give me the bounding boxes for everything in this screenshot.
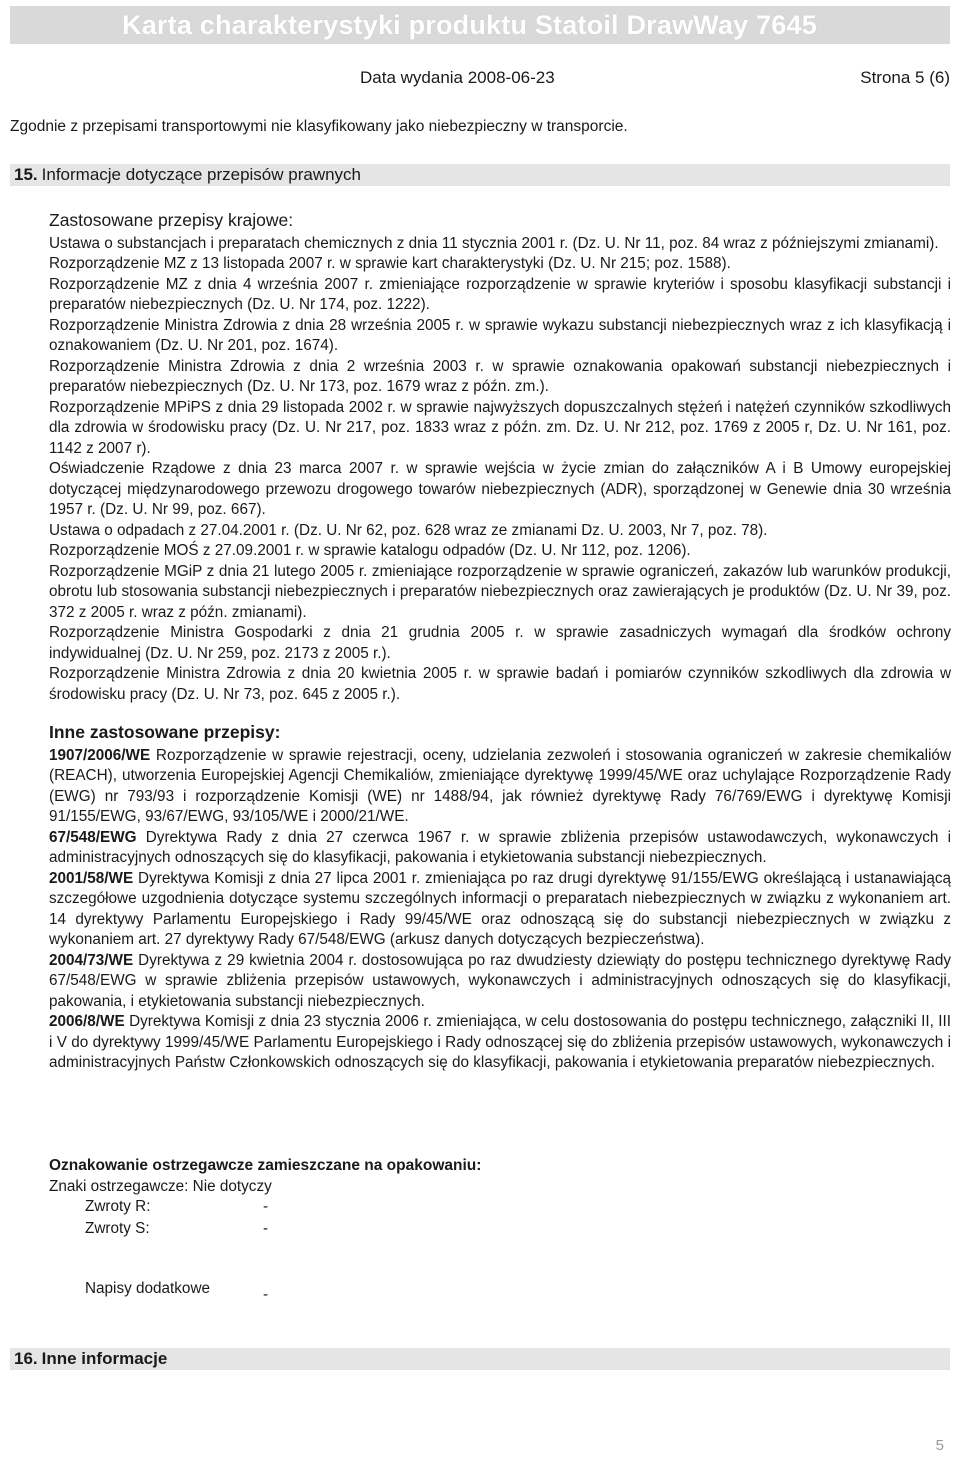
national-regulation-item: Rozporządzenie Ministra Zdrowia z dnia 2 września 2003 r. w sprawie oznakowania opakowań substancji niebezpiecznych i preparatów niebezpiecznych (Dz. U. Nr 173, poz. 1679 wraz z późn. zm.). [49,357,951,395]
national-regulation-item: Oświadczenie Rządowe z dnia 23 marca 2007 r. w sprawie wejścia w życie zmian do załączników A i B Umowy europejskiej dotyczącej międzynarodowego przewozu drogowego towarów niebezpiecznych (ADR), sporządzonej w Genewie dnia 30 września 1957 r. (Dz. U. Nr 99, poz. 667). [49,460,951,518]
directive-code: 1907/2006/WE [49,746,151,764]
marking-heading: Oznakowanie ostrzegawcze zamieszczane na opakowaniu: [49,1157,482,1174]
national-regulation-item: Rozporządzenie MGiP z dnia 21 lutego 2005 r. zmieniające rozporządzenie w sprawie ograniczeń, zakazów lub warunków produkcji, obrotu lub stosowania substancji niebezpiecznych i preparatów niebezpiecznych oraz zawierających je produktów (Dz. U. Nr 39, poz. 372 z 2005 r. wraz z późn. zmianami). [49,562,951,621]
other-regulation-item [49,951,951,1013]
national-regulation-item: Rozporządzenie Ministra Zdrowia z dnia 20 kwietnia 2005 r. w sprawie badań i pomiarów czynników szkodliwych dla zdrowia w środowisku pracy (Dz. U. Nr 73, poz. 645 z 2005 r.). [49,665,951,703]
additional-value: - [263,1286,269,1303]
additional-label: Napisy dodatkowe [85,1280,210,1297]
national-regulation-item: Ustawa o substancjach i preparatach chemicznych z dnia 11 stycznia 2001 r. (Dz. U. Nr 11, poz. 84 wraz z późniejszymi zmianami). [49,234,939,252]
other-regulation-item [49,746,951,828]
s-phrases-row [49,1219,951,1241]
marking-block [49,1156,951,1301]
section-16-header [10,1348,950,1370]
directive-code: 67/548/EWG [49,828,137,846]
national-regulations-list [49,234,951,706]
r-phrases-value: - [263,1198,269,1215]
issue-date: Data wydania 2008-06-23 [360,68,555,87]
directive-code: 2004/73/WE [49,951,134,969]
national-regulation-item: Ustawa o odpadach z 27.04.2001 r. (Dz. U. Nr 62, poz. 628 wraz ze zmianami Dz. U. 2003, Nr 7, poz. 78). [49,521,768,539]
other-regulations-list [49,746,951,1074]
directive-text: Dyrektywa z 29 kwietnia 2004 r. dostosowująca po raz dwudziesty dziewiąty do postępu technicznego dyrektywę Rady 67/548/EWG w sprawie zbliżenia przepisów ustawowych, wykonawczych i administracyjnych odnoszących się do klasyfikacji, pakowania, i etykietowania substancji niebezpiecznych. [49,951,951,1010]
meta-row [10,68,950,92]
additional-row [49,1279,951,1301]
section-16-title: Inne informacje [41,1349,168,1368]
other-regulation-item [49,1012,951,1074]
section-15-title: Informacje dotyczące przepisów prawnych [41,165,362,184]
national-regulation-item: Rozporządzenie MZ z dnia 4 września 2007 r. zmieniające rozporządzenie w sprawie kryteriów i sposobu klasyfikacji substancji i preparatów niebezpiecznych (Dz. U. Nr 174, poz. 1222). [49,275,951,313]
national-regulation-item: Rozporządzenie MZ z 13 listopada 2007 r. w sprawie kart charakterystyki (Dz. U. Nr 215; poz. 1588). [49,255,731,272]
s-phrases-label: Zwroty S: [85,1220,150,1237]
transport-note: Zgodnie z przepisami transportowymi nie klasyfikowany jako niebezpieczny w transporcie. [10,118,628,135]
directive-code: 2006/8/WE [49,1013,125,1030]
section-15-header [10,164,950,186]
national-regulation-item: Rozporządzenie MOŚ z 27.09.2001 r. w sprawie katalogu odpadów (Dz. U. Nr 112, poz. 1206). [49,542,691,559]
national-regulation-item: Rozporządzenie Ministra Gospodarki z dnia 21 grudnia 2005 r. w sprawie zasadniczych wymagań dla środków ochrony indywidualnej (Dz. U. Nr 259, poz. 2173 z 2005 r.). [49,624,951,662]
directive-text: Dyrektywa Komisji z dnia 23 stycznia 2006 r. zmieniająca, w celu dostosowania do postępu technicznego, załączniki II, III i V do dyrektywy 1999/45/WE Parlamentu Europejskiego i Rady odnoszącej się do zbliżenia przepisów ustawowych, wykonawczych i administracyjnych Państw Członkowskich odnoszących się do klasyfikacji, pakowania i etykietowania preparatów niebezpiecznych. [49,1013,951,1071]
r-phrases-label: Zwroty R: [85,1198,151,1215]
other-regulation-item [49,869,951,951]
other-regulations-block [49,722,951,1074]
r-phrases-row [49,1197,951,1219]
section-15-number: 15. [14,165,38,184]
directive-code: 2001/58/WE [49,869,134,887]
s-phrases-value: - [263,1220,269,1237]
section-16-number: 16. [14,1349,38,1368]
directive-text: Rozporządzenie w sprawie rejestracji, oceny, udzielania zezwoleń i stosowania ograniczeń w zakresie chemikaliów (REACH), utworzenia Europejskiej Agencji Chemikaliów, zmieniające dyrektywę 1999/45/WE oraz uchylające Rozporządzenie Rady (EWG) nr 793/93 i rozporządzenie Komisji (WE) nr 1488/94, jak również dyrektywę Rady 76/769/EWG i dyrektywę Komisji 91/155/EWG, 93/67/EWG, 93/105/WE i 2000/21/WE. [49,746,951,825]
other-regulations-heading: Inne zastosowane przepisy: [49,722,281,742]
directive-text: Dyrektywa Rady z dnia 27 czerwca 1967 r. w sprawie zbliżenia przepisów ustawodawczych, wykonawczych i administracyjnych odnoszących się do klasyfikacji, pakowania i etykietowania substancji niebezpiecznych. [49,828,951,866]
warning-signs: Znaki ostrzegawcze: Nie dotyczy [49,1177,272,1195]
directive-text: Dyrektywa Komisji z dnia 27 lipca 2001 r. zmieniająca po raz drugi dyrektywę 91/155/EWG określającą i ustanawiającą szczegółowe uzgodnienia dotyczące systemu szczególnych informacji o preparatach niebezpiecznych w związku z wykonaniem art. 14 dyrektywy Parlamentu Europejskiego i Rady 99/45/WE oraz odnoszącą się do substancji niebezpiecznych w związku z wykonaniem art. 27 dyrektywy Rady 67/548/EWG (arkusz danych dotyczących bezpieczeństwa). [49,869,951,948]
national-regulation-item: Rozporządzenie MPiPS z dnia 29 listopada 2002 r. w sprawie najwyższych dopuszczalnych stężeń i natężeń czynników szkodliwych dla zdrowia w środowisku pracy (Dz. U. Nr 217, poz. 1833 wraz z późn. zm. Dz. U. Nr 212, poz. 1769 z 2005 r, Dz. U. Nr 161, poz. 1142 z 2007 r). [49,398,951,457]
national-regulations-heading: Zastosowane przepisy krajowe: [49,210,294,230]
footer-page-number: 5 [935,1437,944,1454]
national-regulation-item: Rozporządzenie Ministra Zdrowia z dnia 28 września 2005 r. w sprawie wykazu substancji niebezpiecznych wraz z ich klasyfikacją i oznakowaniem (Dz. U. Nr 201, poz. 1674). [49,316,951,354]
document-title-bar [10,6,950,44]
other-regulation-item [49,828,951,869]
document-title: Karta charakterystyki produktu Statoil DrawWay 7645 [122,10,817,40]
page-indicator: Strona 5 (6) [860,68,950,87]
national-regulations-block [49,210,951,705]
